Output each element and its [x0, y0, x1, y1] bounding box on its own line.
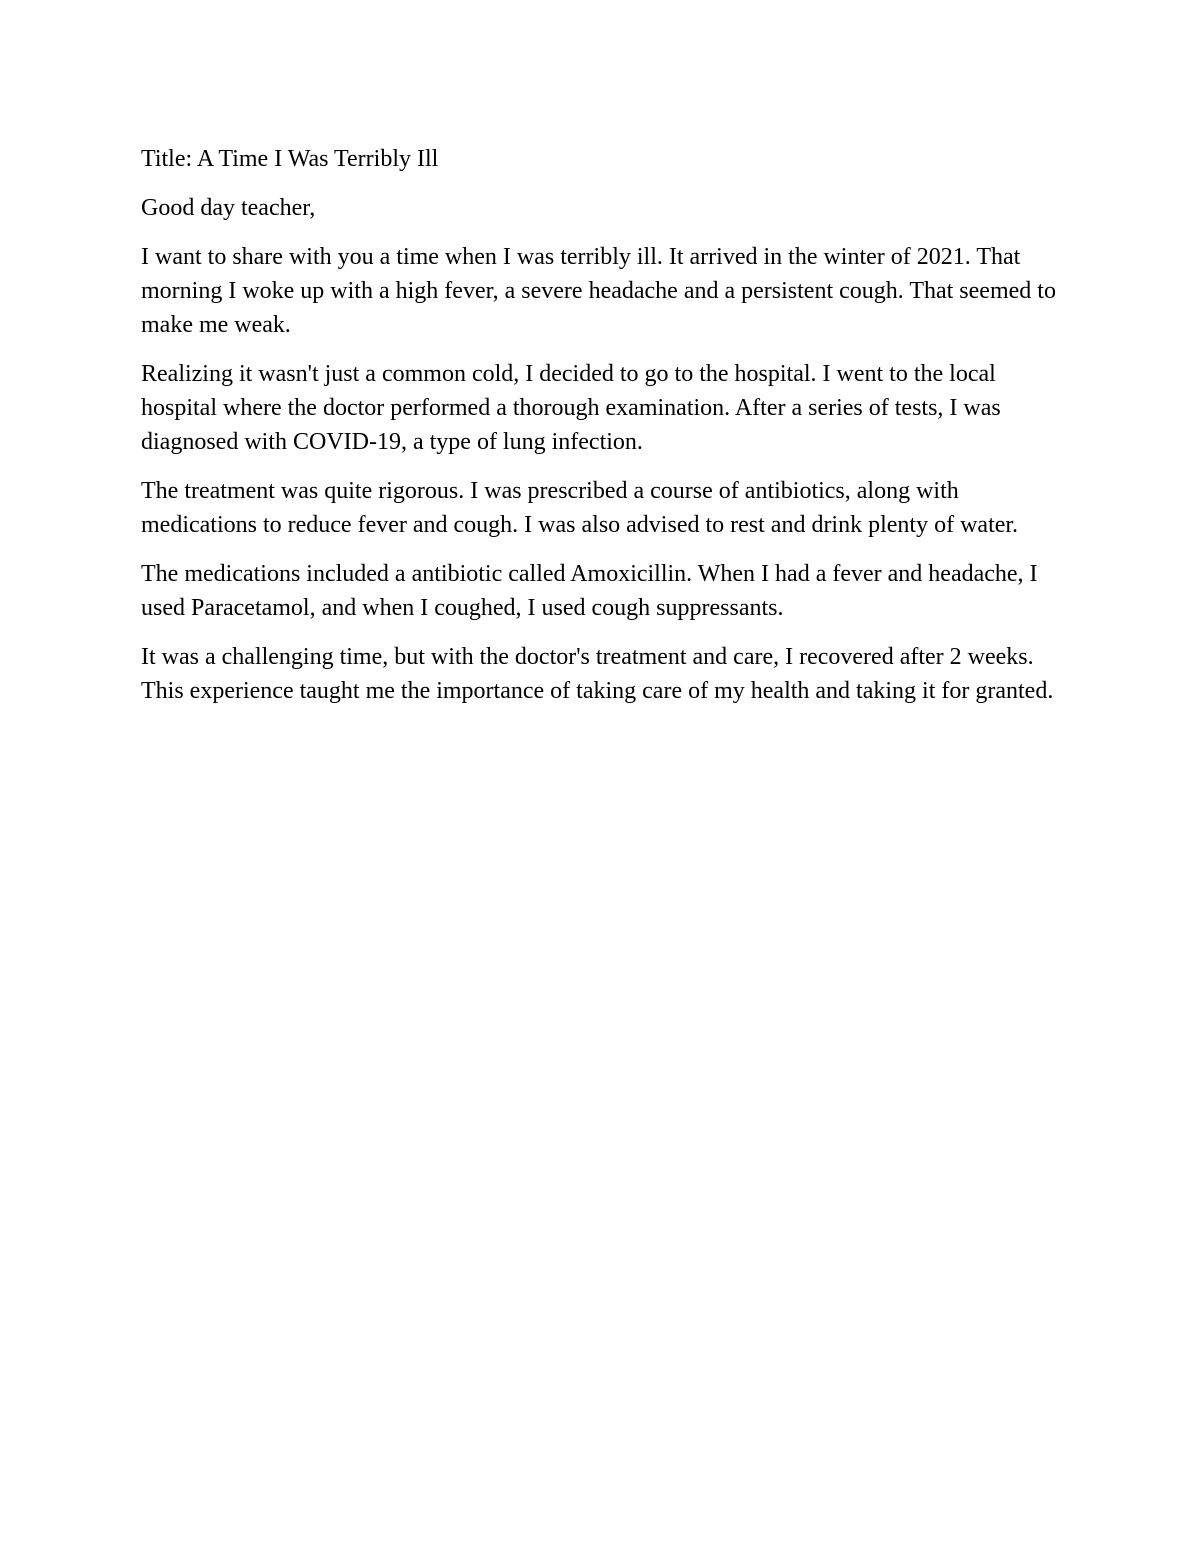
paragraph-1: I want to share with you a time when I was terribly ill. It arrived in the winter of 2021. That morning I woke up with a high fever, a severe headache and a persistent cough. That seemed to make me weak.: [141, 244, 1056, 338]
paragraph-4: The medications included a antibiotic called Amoxicillin. When I had a fever and headache, I used Paracetamol, and when I coughed, I used cough suppressants.: [141, 561, 1038, 621]
paragraph-2: Realizing it wasn't just a common cold, I decided to go to the hospital. I went to the local hospital where the doctor performed a thorough examination. After a series of tests, I was diagnosed with COVID-19, a type of lung infection.: [141, 361, 1001, 455]
paragraph-3: The treatment was quite rigorous. I was prescribed a course of antibiotics, along with medications to reduce fever and cough. I was also advised to rest and drink plenty of water.: [141, 478, 1019, 538]
document-title: Title: A Time I Was Terribly Ill: [141, 146, 439, 172]
greeting-line: Good day teacher,: [141, 195, 316, 221]
paragraph-5: It was a challenging time, but with the doctor's treatment and care, I recovered after 2 weeks. This experience taught me the importance of taking care of my health and taking it for granted.: [141, 644, 1054, 704]
document-body: [141, 142, 1061, 723]
